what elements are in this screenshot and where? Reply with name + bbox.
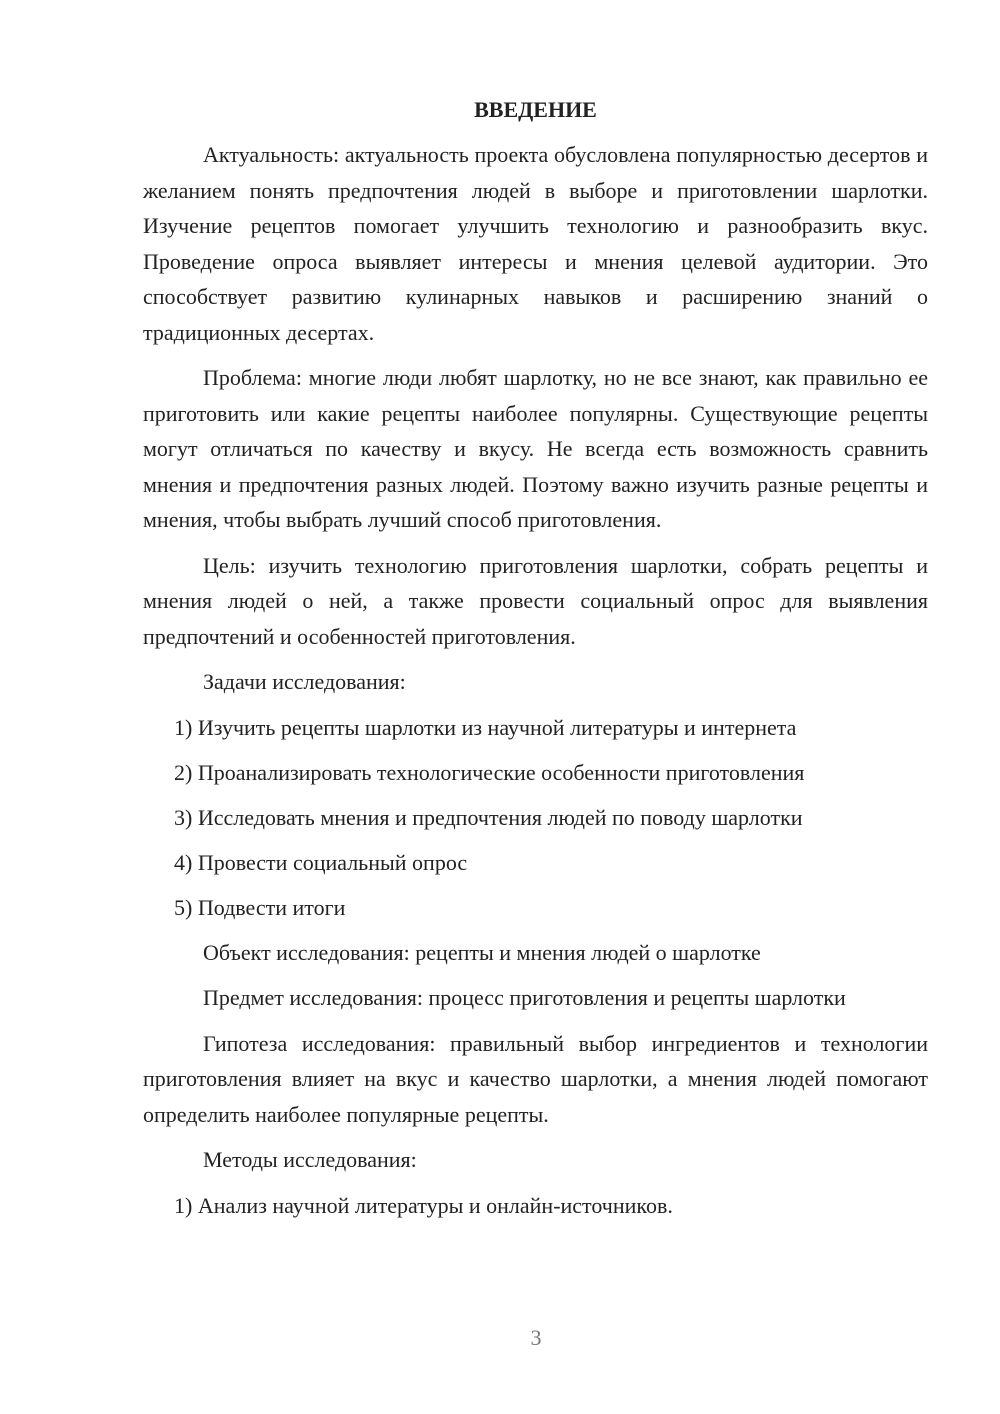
document-page (143, 92, 928, 1233)
goal-paragraph: Цель: изучить технологию приготовления шарлотки, собрать рецепты и мнения людей о ней, а также провести социальный опрос для выявления предпочтений и особенностей приготовления. (143, 552, 928, 649)
list-item: 2) Проанализировать технологические особенности приготовления (174, 759, 805, 785)
methods-list (143, 1188, 928, 1224)
page-title: ВВЕДЕНИЕ (474, 97, 597, 122)
list-item: 4) Провести социальный опрос (174, 849, 468, 875)
hypothesis-paragraph: Гипотеза исследования: правильный выбор ингредиентов и технологии приготовления влияет на вкус и качество шарлотки, а мнения людей помогают определить наиболее популярные рецепты. (143, 1030, 928, 1127)
methods-heading: Методы исследования: (203, 1147, 417, 1172)
problem-paragraph: Проблема: многие люди любят шарлотку, но не все знают, как правильно ее приготовить или какие рецепты наиболее популярны. Существующие рецепты могут отличаться по качеству и вкусу. Не всегда есть возможность сравнить мнения и предпочтения разных людей. Поэтому важно изучить разные рецепты и мнения, чтобы выбрать лучший способ приготовления. (143, 365, 928, 532)
list-item: 1) Анализ научной литературы и онлайн-источников. (174, 1192, 673, 1218)
object-paragraph: Объект исследования: рецепты и мнения людей о шарлотке (203, 939, 761, 965)
tasks-heading: Задачи исследования: (203, 669, 406, 694)
subject-paragraph: Предмет исследования: процесс приготовления и рецепты шарлотки (203, 985, 846, 1010)
list-item: 1) Изучить рецепты шарлотки из научной литературы и интернета (174, 714, 797, 740)
tasks-list (143, 710, 928, 926)
list-item: 5) Подвести итоги (174, 894, 346, 920)
list-item: 3) Исследовать мнения и предпочтения людей по поводу шарлотки (174, 804, 803, 830)
relevance-paragraph: Актуальность: актуальность проекта обусловлена популярностью десертов и желанием понять предпочтения людей в выборе и приготовлении шарлотки. Изучение рецептов помогает улучшить технологию и разнообразить вкус. Проведение опроса выявляет интересы и мнения целевой аудитории. Это способствует развитию кулинарных навыков и расширению знаний о традиционных десертах. (143, 142, 928, 345)
page-number: 3 (530, 1325, 542, 1350)
